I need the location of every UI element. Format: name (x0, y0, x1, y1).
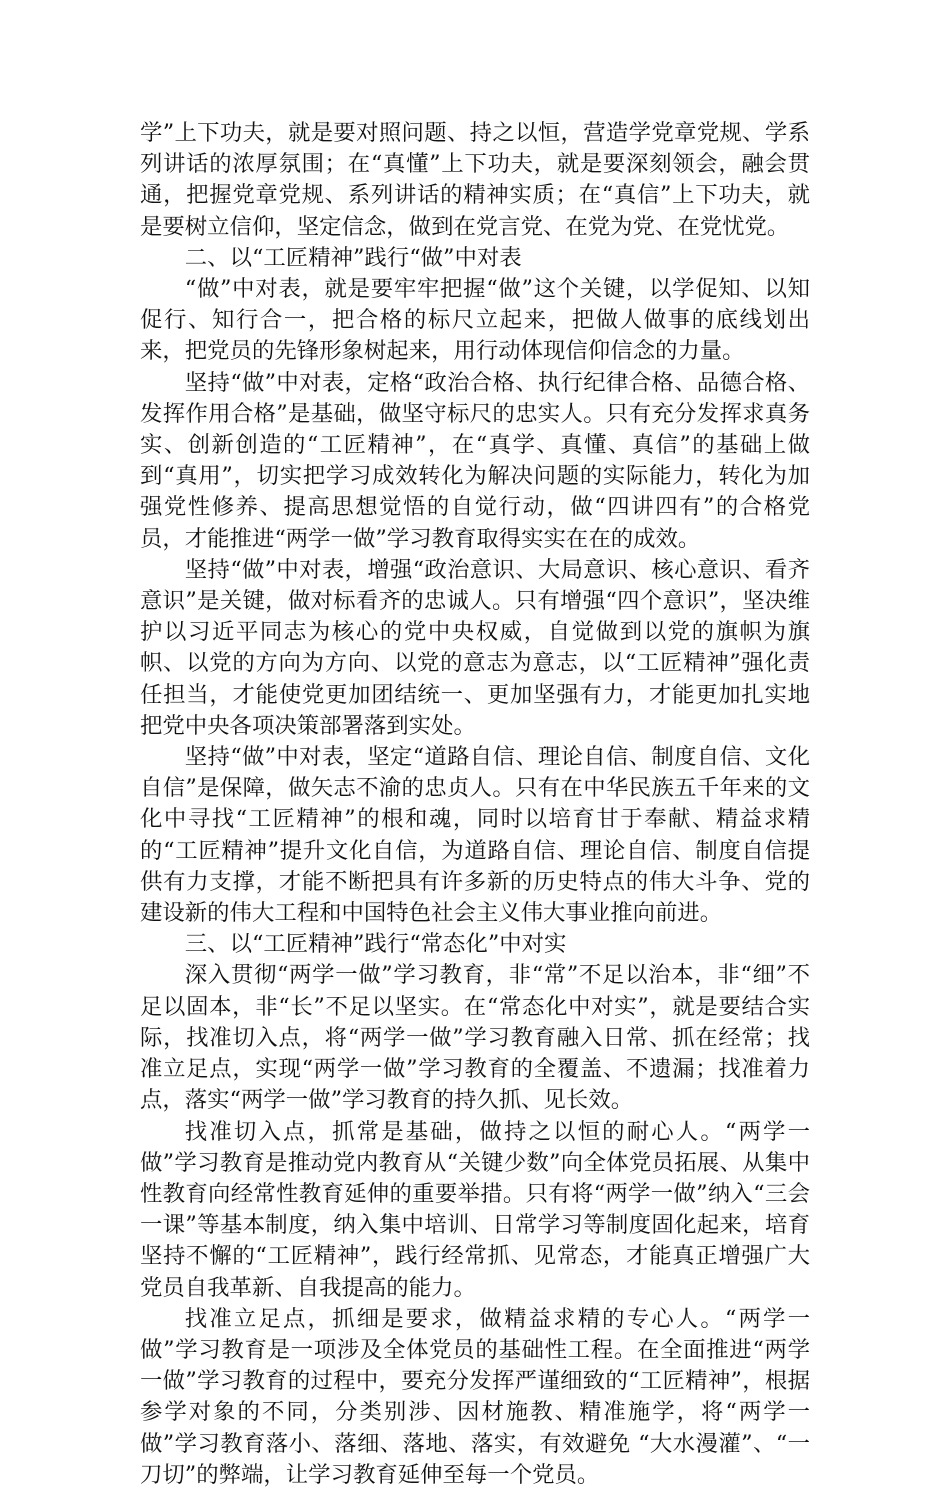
paragraph-3: “做”中对表，就是要牢牢把握“做”这个关键，以学促知、以知促行、知行合一，把合格的标尺立起来，把做人做事的底线划出来，把党员的先锋形象树起来，用行动体现信仰信念的力量。 (140, 276, 810, 365)
paragraph-10: 找准立足点，抓细是要求，做精益求精的专心人。“两学一做”学习教育是一项涉及全体党员的基础性工程。在全面推进“两学一做”学习教育的过程中，要充分发挥严谨细致的“工匠精神”，根据参学对象的不同，分类别涉、因材施教、精准施学，将“两学一做”学习教育落小、落细、落地、落实，有效避免 “大水漫灌”、“一刀切”的弊端，让学习教育延伸至每一个党员。 (140, 1305, 810, 1488)
section-heading-3: 三、以“工匠精神”践行“常态化”中对实 (184, 931, 567, 958)
paragraph-4: 坚持“做”中对表，定格“政治合格、执行纪律合格、品德合格、发挥作用合格”是基础，做坚守标尺的忠实人。只有充分发挥求真务实、创新创造的“工匠精神”，在“真学、真懂、真信”的基础上做到“真用”，切实把学习成效转化为解决问题的实际能力，转化为加强党性修养、提高思想觉悟的自觉行动，做“四讲四有”的合格党员，才能推进“两学一做”学习教育取得实实在在的成效。 (140, 369, 810, 552)
document-body (140, 118, 810, 1491)
paragraph-8: 深入贯彻“两学一做”学习教育，非“常”不足以治本，非“细”不足以固本，非“长”不足以坚实。在“常态化中对实”，就是要结合实际，找准切入点，将“两学一做”学习教育融入日常、抓在经常；找准立足点，实现“两学一做”学习教育的全覆盖、不遗漏；找准着力点，落实“两学一做”学习教育的持久抓、见长效。 (140, 962, 810, 1114)
paragraph-5: 坚持“做”中对表，增强“政治意识、大局意识、核心意识、看齐意识”是关键，做对标看齐的忠诚人。只有增强“四个意识”，坚决维护以习近平同志为核心的党中央权威，自觉做到以党的旗帜为旗帜、以党的方向为方向、以党的意志为意志，以“工匠精神”强化责任担当，才能使党更加团结统一、更加坚强有力，才能更加扎实地把党中央各项决策部署落到实处。 (140, 556, 810, 739)
paragraph-1: 学”上下功夫，就是要对照问题、持之以恒，营造学党章党规、学系列讲话的浓厚氛围；在“真懂”上下功夫，就是要深刻领会，融会贯通，把握党章党规、系列讲话的精神实质；在“真信”上下功夫，就是要树立信仰，坚定信念，做到在党言党、在党为党、在党忧党。 (140, 120, 810, 240)
section-heading-2: 二、以“工匠精神”践行“做”中对表 (184, 244, 522, 271)
paragraph-9: 找准切入点，抓常是基础，做持之以恒的耐心人。“两学一做”学习教育是推动党内教育从“关键少数”向全体党员拓展、从集中性教育向经常性教育延伸的重要举措。只有将“两学一做”纳入“三会一课”等基本制度，纳入集中培训、日常学习等制度固化起来，培育坚持不懈的“工匠精神”，践行经常抓、见常态，才能真正增强广大党员自我革新、自我提高的能力。 (140, 1118, 810, 1301)
paragraph-6: 坚持“做”中对表，坚定“道路自信、理论自信、制度自信、文化自信”是保障，做矢志不渝的忠贞人。只有在中华民族五千年来的文化中寻找“工匠精神”的根和魂，同时以培育甘于奉献、精益求精的“工匠精神”提升文化自信，为道路自信、理论自信、制度自信提供有力支撑，才能不断把具有许多新的历史特点的伟大斗争、党的建设新的伟大工程和中国特色社会主义伟大事业推向前进。 (140, 744, 810, 927)
